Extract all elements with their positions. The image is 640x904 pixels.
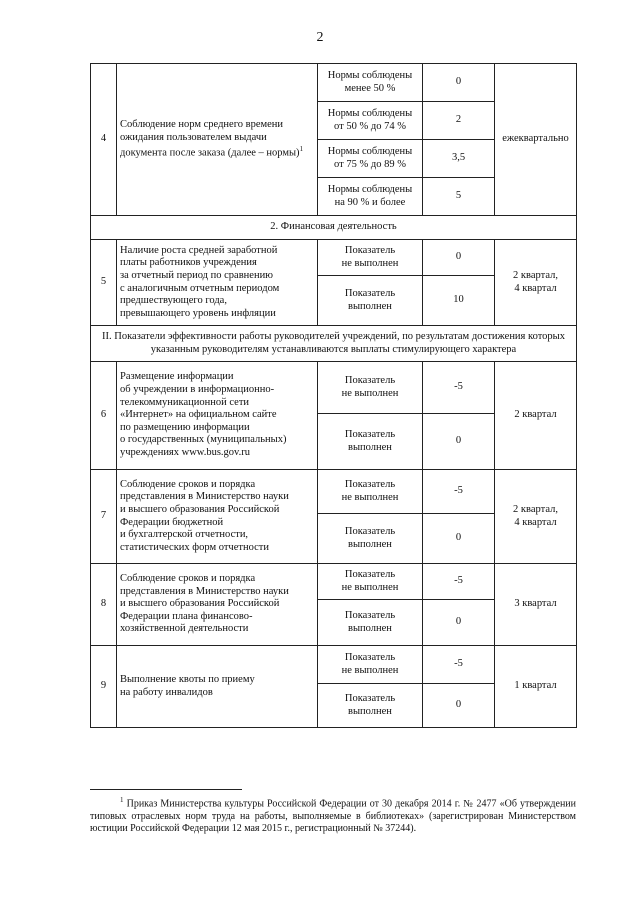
condition-cell: Нормы соблюдены на 90 % и более: [318, 178, 423, 216]
score-cell: 0: [423, 684, 495, 728]
score-cell: 0: [423, 600, 495, 646]
footnote-marker: 1: [120, 796, 124, 804]
period-cell: 3 квартал: [495, 564, 577, 646]
row-number: 8: [91, 564, 117, 646]
period-cell: 2 квартал, 4 квартал: [495, 240, 577, 326]
score-cell: 0: [423, 514, 495, 564]
condition-cell: Показатель выполнен: [318, 684, 423, 728]
indicator-name: Выполнение квоты по приему на работу инвалидов: [117, 646, 318, 728]
row-number: 4: [91, 64, 117, 216]
condition-cell: Показатель выполнен: [318, 414, 423, 470]
score-cell: 0: [423, 240, 495, 276]
footnote: [90, 796, 576, 836]
indicator-name: Размещение информации об учреждении в информационно- телекоммуникационной сети «Интернет» на официальном сайте по размещению информации о государственных (муниципальных) учреждениях www.bus.gov.ru: [117, 362, 318, 470]
score-cell: 2: [423, 102, 495, 140]
row-number: 5: [91, 240, 117, 326]
score-cell: -5: [423, 564, 495, 600]
condition-cell: Показатель не выполнен: [318, 240, 423, 276]
table-row: [91, 240, 577, 276]
section-heading: 2. Финансовая деятельность: [91, 216, 577, 240]
condition-cell: Показатель не выполнен: [318, 646, 423, 684]
period-cell: 2 квартал, 4 квартал: [495, 470, 577, 564]
footnote-ref: 1: [299, 144, 304, 153]
footnote-divider: [90, 789, 242, 790]
row-number: 9: [91, 646, 117, 728]
indicator-name: [117, 64, 318, 216]
score-cell: 0: [423, 414, 495, 470]
condition-cell: Нормы соблюдены от 75 % до 89 %: [318, 140, 423, 178]
period-cell: 2 квартал: [495, 362, 577, 470]
indicators-table: [90, 63, 577, 728]
period-cell: ежеквартально: [495, 64, 577, 216]
score-cell: -5: [423, 646, 495, 684]
footnote-text: Приказ Министерства культуры Российской Федерации от 30 декабря 2014 г. № 2477 «Об утверждении типовых отраслевых норм труда на работы, выполняемые в библиотеках» (зарегистрирован Министерством юстиции Российской Федерации 12 мая 2015 г., регистрационный № 37244).: [90, 798, 577, 835]
indicator-name: Наличие роста средней заработной платы работников учреждения за отчетный период по сравнению с аналогичным отчетным периодом предшествующего года, превышающего уровень инфляции: [117, 240, 318, 326]
indicator-name-text: Соблюдение норм среднего времени ожидания пользователем выдачи документа после заказа (далее – нормы): [120, 119, 300, 159]
condition-cell: Нормы соблюдены от 50 % до 74 %: [318, 102, 423, 140]
period-cell: 1 квартал: [495, 646, 577, 728]
score-cell: -5: [423, 362, 495, 414]
score-cell: 10: [423, 276, 495, 326]
section-heading: II. Показатели эффективности работы руководителей учреждений, по результатам достижения которых указанным руководителям устанавливаются выплаты стимулирующего характера: [91, 326, 577, 362]
score-cell: -5: [423, 470, 495, 514]
page-number: 2: [316, 30, 324, 45]
condition-cell: Показатель выполнен: [318, 600, 423, 646]
table-row: [91, 362, 577, 414]
condition-cell: Показатель не выполнен: [318, 470, 423, 514]
indicator-name: Соблюдение сроков и порядка представления в Министерство науки и высшего образования Российской Федерации бюджетной и бухгалтерской отчетности, статистических форм отчетности: [117, 470, 318, 564]
score-cell: 3,5: [423, 140, 495, 178]
score-cell: 0: [423, 64, 495, 102]
condition-cell: Показатель выполнен: [318, 276, 423, 326]
condition-cell: Показатель не выполнен: [318, 362, 423, 414]
row-number: 7: [91, 470, 117, 564]
table-row: [91, 470, 577, 514]
condition-cell: Показатель не выполнен: [318, 564, 423, 600]
condition-cell: Показатель выполнен: [318, 514, 423, 564]
table-row: [91, 64, 577, 102]
indicator-name: Соблюдение сроков и порядка представления в Министерство науки и высшего образования Российской Федерации плана финансово- хозяйственной деятельности: [117, 564, 318, 646]
row-number: 6: [91, 362, 117, 470]
section-row: [91, 326, 577, 362]
table-row: [91, 564, 577, 600]
condition-cell: Нормы соблюдены менее 50 %: [318, 64, 423, 102]
section-row: [91, 216, 577, 240]
table-row: [91, 646, 577, 684]
score-cell: 5: [423, 178, 495, 216]
